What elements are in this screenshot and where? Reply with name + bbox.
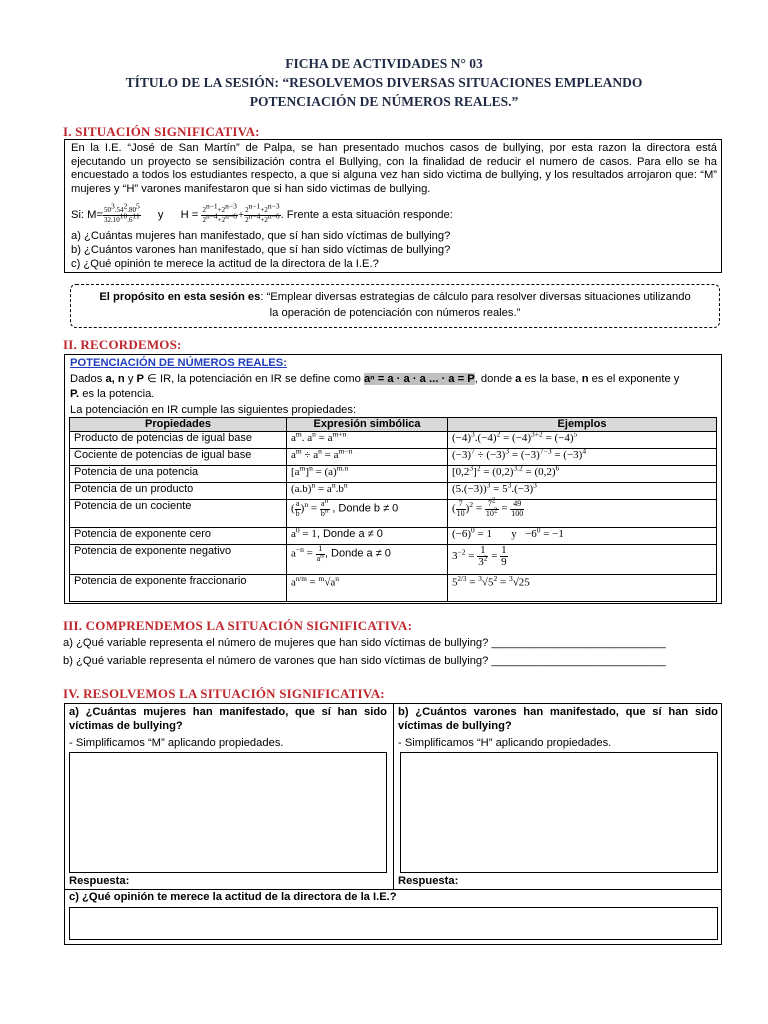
table-row xyxy=(70,575,717,602)
purpose-text: : “Emplear diversas estrategias de cálculo para resolver diversas situaciones utilizando xyxy=(260,291,691,303)
def-a2: a xyxy=(515,373,522,385)
table-row xyxy=(70,500,717,528)
def-pre: Dados xyxy=(70,373,106,385)
prop-expression: $(a.b)^n = a^n.b^n$ xyxy=(287,483,448,500)
definition-line2 xyxy=(70,388,154,402)
column-divider xyxy=(393,704,394,889)
respuesta-b: Respuesta: xyxy=(398,875,459,887)
prop-expression: ( $\frac{a}{b}$ )$^n$ = $\frac{a^n}{b^n}$ , Donde b ≠ 0 xyxy=(287,500,448,528)
def-a: a, n xyxy=(105,373,125,385)
prop-expression: $a^0 = 1$, Donde a ≠ 0 xyxy=(287,528,448,545)
m-label: Si: M= xyxy=(71,208,104,221)
def-y: y xyxy=(124,373,137,385)
situation-paragraph: En la I.E. “José de San Martín” de Palpa, se han presentado muchos casos de bullying, por esta razon la directora está ejecutando un proyecto se sensibilización contra el Bullying, con la finalidad de reducir el numero de casos. Para ello se ha encuestado a todos los estudiantes respecto, a que si alguna vez han sido victima de bullying, y los resultados arrojaron que: “M” mujeres y “H” varones manifestaron que si han sido victimas de bullying. xyxy=(71,142,717,195)
respuesta-a: Respuesta: xyxy=(69,875,130,887)
resolve-question-a: a) ¿Cuántas mujeres han manifestado, que sí han sido víctimas de bullying? xyxy=(69,706,387,732)
prop-expression: $a^{n/m} = ^m√a^n$ xyxy=(287,575,448,602)
resolution-table xyxy=(64,703,722,945)
resolve-instruction-b: - Simplificamos “H” aplicando propiedades. xyxy=(398,737,612,749)
responde-text: . Frente a esta situación responde: xyxy=(280,208,453,221)
col-header-expresion: Expresión simbólica xyxy=(287,418,448,432)
properties-table xyxy=(69,417,717,602)
situation-box xyxy=(64,139,722,273)
formula-line: Si: M= $\frac{50^3.54^2.80^5}{32.10^{10}.6^{11}}$ y H = $\frac{2^{n-1}+2^{n-3}}{2^{n-4}+2^{n-6}}$ + $\frac{2^{n-1}+2^{n-3}}{2^{n-4}+2^{n-6}}$ . Frente a esta situación responde: xyxy=(71,201,453,224)
col-header-ejemplos: Ejemplos xyxy=(448,418,717,432)
h-fraction-1: $\frac{2^{n-1}+2^{n-3}}{2^{n-4}+2^{n-6}}$ xyxy=(202,201,237,224)
question-c: c) ¿Qué opinión te merece la actitud de la directora de la I.E.? xyxy=(71,258,379,270)
purpose-line2: la operación de potenciación con números reales.” xyxy=(269,307,521,319)
prop-example: $(-4)^3.(-4)^2 = (-4)^{3+2} = (-4)^5$ xyxy=(448,432,717,449)
definition-line xyxy=(70,373,720,387)
prop-example: $3^{-2}$ = $\frac{1}{3^2}$ = $\frac{1}{9}$ xyxy=(448,545,717,575)
def-n: n xyxy=(581,373,589,385)
prop-name: Potencia de un producto xyxy=(70,483,287,500)
question-variable-m: a) ¿Qué variable representa el número de mujeres que han sido víctimas de bullying? ____________________________ xyxy=(63,637,666,649)
prop-name: Producto de potencias de igual base xyxy=(70,432,287,449)
prop-example: $5^{2/3} = ^3√5^2 = ^3√25$ xyxy=(448,575,717,602)
donde-b: , Donde b ≠ 0 xyxy=(332,502,399,515)
table-row xyxy=(70,449,717,466)
prop-expression: $a^m$. $a^n = a^{m+n}$ xyxy=(287,432,448,449)
prop-name: Potencia de exponente fraccionario xyxy=(70,575,287,602)
prop-name: Potencia de exponente negativo xyxy=(70,545,287,575)
session-title: TÍTULO DE LA SESIÓN: “RESOLVEMOS DIVERSAS SITUACIONES EMPLEANDO xyxy=(125,75,643,90)
def-formula: aⁿ = a · a · a ... · a = P xyxy=(363,373,475,385)
resolve-question-b: b) ¿Cuántos varones han manifestado, que sí han sido víctimas de bullying? xyxy=(398,706,718,732)
prop-name: Potencia de una potencia xyxy=(70,466,287,483)
work-area-b[interactable] xyxy=(400,752,718,873)
h-label: H = xyxy=(180,208,199,221)
def-post3: es el exponente y xyxy=(588,373,680,385)
session-title-cont: POTENCIACIÓN DE NÚMEROS REALES.” xyxy=(249,94,519,109)
prop-example: $(5.(-3))^3 = 5^3.(-3)^3$ xyxy=(448,483,717,500)
table-row xyxy=(70,432,717,449)
question-a: a) ¿Cuántas mujeres han manifestado, que sí han sido víctimas de bullying? xyxy=(71,230,451,242)
section2-heading: II. RECORDEMOS: xyxy=(63,337,182,352)
prop-example: $(-3)^7 \div (-3)^3 = (-3)^{7-3} = (-3)^4$ xyxy=(448,449,717,466)
prop-name: Potencia de exponente cero xyxy=(70,528,287,545)
row-divider xyxy=(65,889,721,890)
and-label: y xyxy=(157,208,164,221)
table-row xyxy=(70,545,717,575)
worksheet-number: FICHA DE ACTIVIDADES N° 03 xyxy=(285,56,483,71)
table-row xyxy=(70,466,717,483)
prop-expression: $a^{-n}$ = $\frac{1}{a^n}$ , Donde a ≠ 0 xyxy=(287,545,448,575)
def-mid: ∈ IR, la potenciación en IR se define como xyxy=(144,373,364,385)
def-post4: es la potencia. xyxy=(79,388,155,400)
purpose-line1 xyxy=(71,291,719,305)
prop-name: Potencia de un cociente xyxy=(70,500,287,528)
m-fraction: $\frac{50^3.54^2.80^5}{32.10^{10}.6^{11}}$ xyxy=(104,201,140,224)
def-post2: es la base, xyxy=(521,373,582,385)
purpose-box xyxy=(70,284,720,328)
work-area-a[interactable] xyxy=(69,752,387,873)
col-header-propiedades: Propiedades xyxy=(70,418,287,432)
prop-example: $[0,2^3]^2 = (0,2)^{3.2} = (0,2)^6$ xyxy=(448,466,717,483)
question-b: b) ¿Cuántos varones han manifestado, que sí han sido víctimas de bullying? xyxy=(71,244,451,256)
resolve-instruction-a: - Simplificamos “M” aplicando propiedades. xyxy=(69,737,284,749)
prop-example: $(-6)^0 = 1$ $y -6^0 = -1$ xyxy=(448,528,717,545)
prop-expression: $a^m \div a^n = a^{m-n}$ xyxy=(287,449,448,466)
section3-heading: III. COMPRENDEMOS LA SITUACIÓN SIGNIFICATIVA: xyxy=(63,618,413,633)
def-post1: , donde xyxy=(474,373,516,385)
h-fraction-2: $\frac{2^{n-1}+2^{n-3}}{2^{n-4}+2^{n-6}}$ xyxy=(245,201,280,224)
def-p2: P. xyxy=(70,388,80,400)
def-p: P xyxy=(136,373,145,385)
potenciacion-subheading: POTENCIACIÓN DE NÚMEROS REALES: xyxy=(70,357,287,369)
donde-a: , Donde a ≠ 0 xyxy=(316,528,383,540)
table-row xyxy=(70,483,717,500)
opinion-area[interactable] xyxy=(69,907,718,940)
question-variable-h: b) ¿Qué variable representa el número de varones que han sido víctimas de bullying? ____________________________ xyxy=(63,655,666,667)
donde-a2: , Donde a ≠ 0 xyxy=(324,547,391,560)
prop-example: ( $\frac{7}{10}$ )$^2$ = $\frac{7^2}{10^2}$ = $\frac{49}{100}$ xyxy=(448,500,717,528)
section1-heading: I. SITUACIÓN SIGNIFICATIVA: xyxy=(63,124,260,139)
prop-name: Cociente de potencias de igual base xyxy=(70,449,287,466)
prop-expression: $[a^m]^n = (a)^{m.n}$ xyxy=(287,466,448,483)
section4-heading: IV. RESOLVEMOS LA SITUACIÓN SIGNIFICATIVA: xyxy=(63,686,385,701)
table-row xyxy=(70,528,717,545)
properties-intro: La potenciación en IR cumple las siguientes propiedades: xyxy=(70,404,357,416)
resolve-question-c: c) ¿Qué opinión te merece la actitud de la directora de la I.E.? xyxy=(69,891,397,903)
purpose-bold: El propósito en esta sesión es xyxy=(99,291,261,303)
